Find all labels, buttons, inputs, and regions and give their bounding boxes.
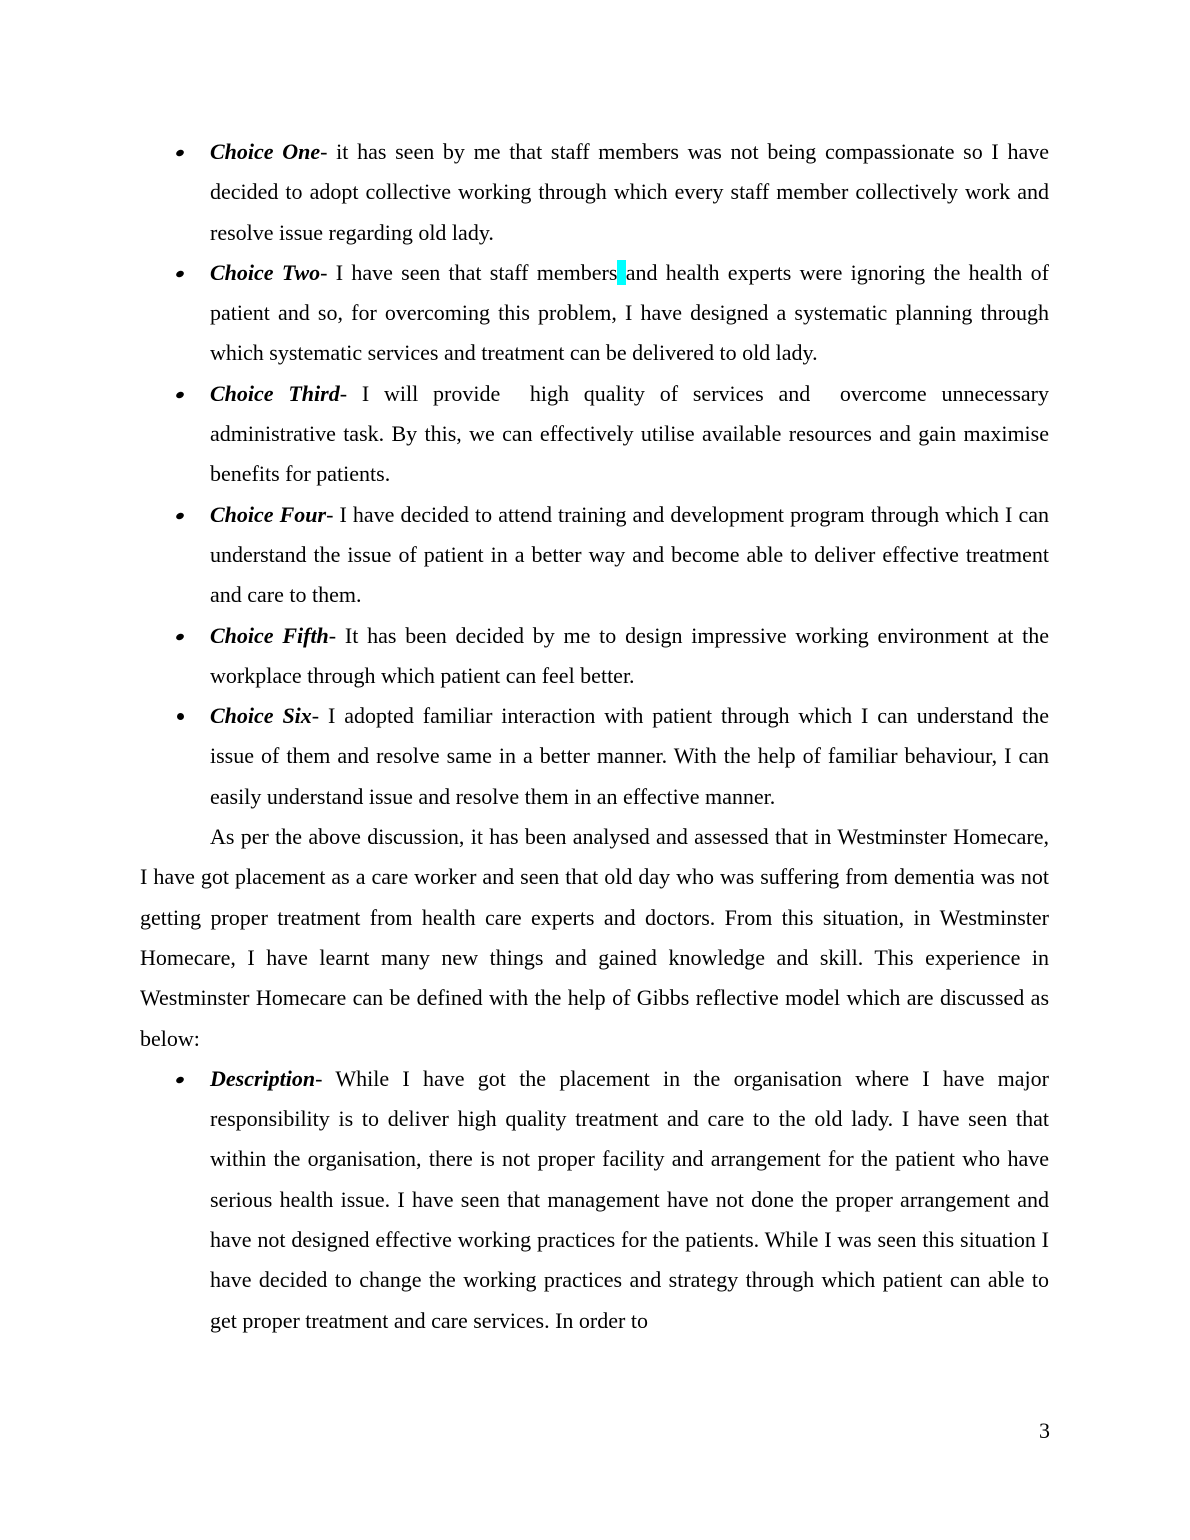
bullet-text-continued: and health experts were ignoring the health of patient and so, for overcoming this problem, I have designed a systematic planning through which systematic services and treatment can be delivered to old lady. <box>210 259 1049 366</box>
bullet-choice-fifth <box>140 616 1049 697</box>
bullet-icon <box>175 511 185 520</box>
bullet-text: - I have decided to attend training and development program through which I can understand the issue of patient in a better way and become able to deliver effective treatment and care to them. <box>210 501 1049 608</box>
bullet-icon <box>175 269 185 278</box>
document-body <box>140 132 1055 1341</box>
bullet-term: Choice Third <box>210 380 340 406</box>
bullet-choice-four <box>140 495 1049 616</box>
bullet-choice-third <box>140 374 1055 495</box>
bullet-choice-one <box>140 132 1049 253</box>
bullet-text: - While I have got the placement in the organisation where I have major responsibility is to deliver high quality treatment and care to the old lady. I have seen that within the organisation, there is not proper facility and arrangement for the patient who have serious health issue. I have seen that management have not done the proper arrangement and have not designed effective working practices for the patients. While I was seen this situation I have decided to change the working practices and strategy through which patient can able to get proper treatment and care services. In order to <box>210 1065 1049 1333</box>
bullet-text: - I adopted familiar interaction with patient through which I can understand the issue of them and resolve same in a better manner. With the help of familiar behaviour, I can easily understand issue and resolve them in an effective manner. <box>210 703 1049 809</box>
page-number: 3 <box>1039 1418 1050 1443</box>
bullet-choice-six <box>140 696 1049 817</box>
text-highlight <box>617 260 625 285</box>
bullet-text: - I have seen that staff members <box>320 259 618 285</box>
bullet-icon <box>175 1075 185 1084</box>
body-paragraph: As per the above discussion, it has been analysed and assessed that in Westminster Homecare, I have got placement as a care worker and seen that old day who was suffering from dementia was not getting proper treatment from health care experts and doctors. From this situation, in Westminster Homecare, I have learnt many new things and gained knowledge and skill. This experience in Westminster Homecare can be defined with the help of Gibbs reflective model which are discussed as below: <box>140 824 1049 1051</box>
bullet-term: Choice Six <box>210 703 312 729</box>
bullet-text: - it has seen by me that staff members was not being compassionate so I have decided to adopt collective working through which every staff member collectively work and resolve issue regarding old lady. <box>210 139 1049 245</box>
bullet-icon <box>175 149 185 158</box>
bullet-term: Choice Four <box>210 501 327 527</box>
bullet-description <box>140 1059 1049 1341</box>
bullet-term: Choice Fifth <box>210 622 329 648</box>
bullet-text: - It has been decided by me to design impressive working environment at the workplace through which patient can feel better. <box>210 622 1049 688</box>
bullet-icon <box>177 713 184 720</box>
bullet-term: Choice One <box>210 139 321 164</box>
bullet-term: Choice Two <box>210 259 321 285</box>
bullet-icon <box>175 632 185 641</box>
bullet-choice-two <box>140 253 1049 374</box>
bullet-icon <box>175 390 185 399</box>
bullet-term: Description <box>210 1065 316 1091</box>
bullet-text: - I will provide high quality of services and overcome unnecessary administrative task. By this, we can effectively utilise available resources and gain maximise benefits for patients. <box>210 380 1055 487</box>
